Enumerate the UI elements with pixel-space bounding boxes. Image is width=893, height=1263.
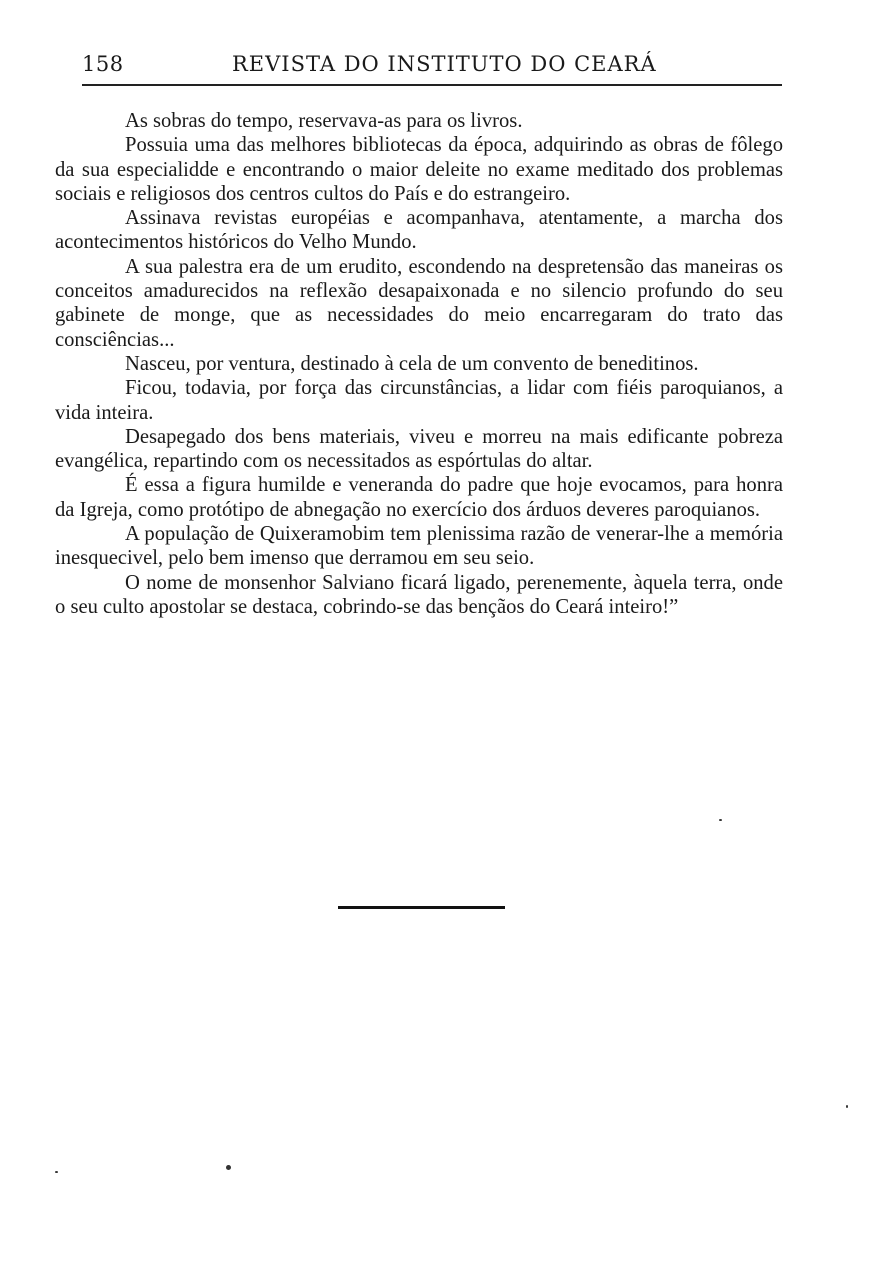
scan-speck — [226, 1165, 231, 1170]
paragraph-8: É essa a figura humilde e veneranda do padre que hoje evocamos, para honra da Igreja, como protótipo de abnegação no exercício dos árduos deveres paroquianos. — [55, 474, 783, 521]
body-text — [55, 109, 783, 619]
paragraph-9: A população de Quixeramobim tem plenissima razão de venerar-lhe a memória inesquecivel, pelo bem imenso que derramou em seu seio. — [55, 523, 783, 570]
paragraph-10: O nome de monsenhor Salviano ficará ligado, perenemente, àquela terra, onde o seu culto apostolar se destaca, cobrindo-se das bençãos do Ceará inteiro!” — [55, 571, 783, 618]
paragraph-7: Desapegado dos bens materiais, viveu e morreu na mais edificante pobreza evangélica, repartindo com os necessitados as espórtulas do altar. — [55, 425, 783, 473]
paragraph-6: Ficou, todavia, por força das circunstâncias, a lidar com fiéis paroquianos, a vida inteira. — [55, 377, 783, 424]
scan-speck — [846, 1105, 848, 1108]
paragraph-5: Nasceu, por ventura, destinado à cela de um convento de beneditinos. — [125, 352, 699, 375]
page-header — [82, 52, 782, 86]
paragraph-1: As sobras do tempo, reservava-as para os livros. — [125, 110, 523, 132]
paragraph-2: Possuia uma das melhores bibliotecas da época, adquirindo as obras de fôlego da sua especialidde e encontrando o maior deleite no exame meditado dos problemas sociais e religiosos dos centros cultos do País e do estrangeiro. — [55, 134, 783, 205]
running-title: REVISTA DO INSTITUTO DO CEARÁ — [232, 52, 657, 76]
paragraph-3: Assinava revistas européias e acompanhava, atentamente, a marcha dos acontecimentos históricos do Velho Mundo. — [55, 207, 783, 254]
scan-speck — [55, 1171, 58, 1173]
paragraph-4: A sua palestra era de um erudito, escondendo na despretensão das maneiras os conceitos amadurecidos na reflexão desapaixonada e no silencio profundo do seu gabinete de monge, que as necessidades do meio encarregaram do trato das consciências... — [55, 255, 783, 351]
scan-speck — [719, 819, 722, 821]
page-number: 158 — [82, 52, 124, 76]
end-rule — [338, 906, 505, 909]
